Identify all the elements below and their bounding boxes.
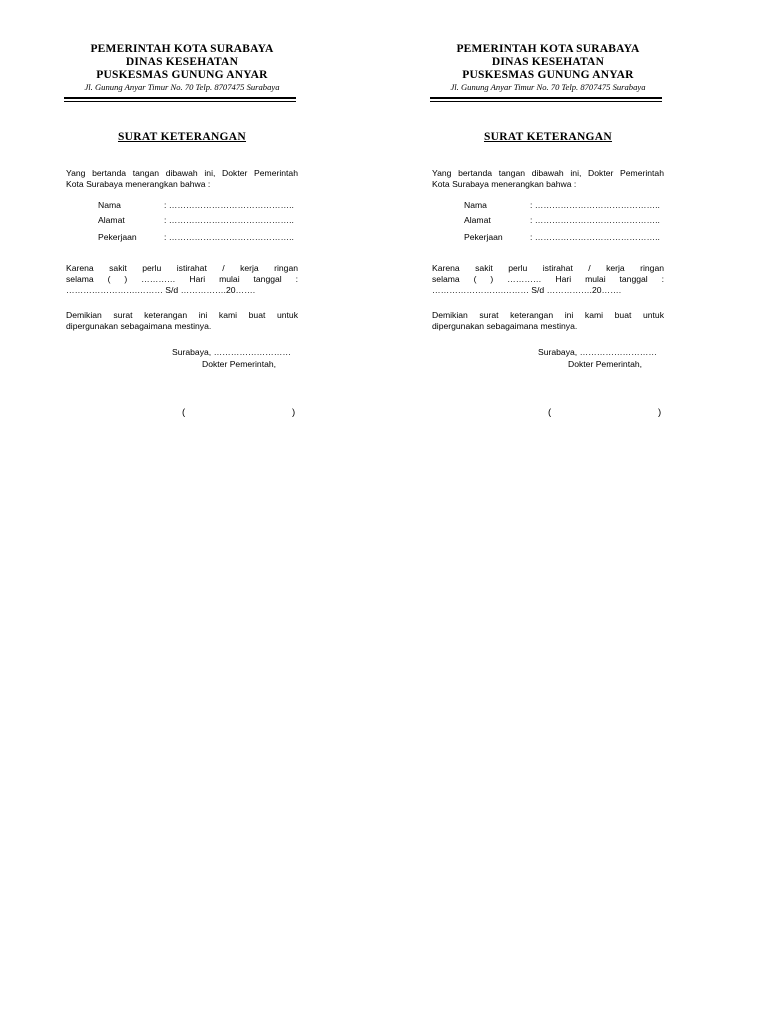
closing-line-1: Demikian surat keterangan ini kami buat untuk [66,310,298,320]
intro-paragraph [432,168,664,190]
signature-paren-open: ( [548,407,552,418]
field-value-blank: : …………………………………….. [164,200,294,210]
header-divider-thin [64,101,296,102]
letter-right [428,0,668,440]
sick-leave-paragraph [432,263,664,296]
field-label: Alamat [98,215,125,225]
field-nama [464,200,664,211]
field-label: Nama [464,200,487,210]
field-value-blank: : …………………………………….. [530,200,660,210]
field-label: Alamat [464,215,491,225]
sick-line-2: selama ( ) ………… Hari mulai tanggal : [66,274,298,284]
signature-paren-open: ( [182,407,186,418]
sick-line-1: Karena sakit perlu istirahat / kerja ringan [432,263,664,273]
field-alamat [464,215,664,226]
field-label: Pekerjaan [464,232,503,242]
field-value-blank: : …………………………………….. [164,232,294,242]
sick-line-3: …………………….……… S/d …………….20……. [432,285,622,295]
closing-paragraph [66,310,298,332]
field-value-blank: : …………………………………….. [164,215,294,225]
header-address: Jl. Gunung Anyar Timur No. 70 Telp. 8707475 Surabaya [450,82,646,92]
header-divider-thick [430,97,662,99]
document-title: SURAT KETERANGAN [483,131,613,143]
field-pekerjaan [464,232,664,243]
signature-role: Dokter Pemerintah, [202,359,277,369]
field-label: Nama [98,200,121,210]
field-value-blank: : …………………………………….. [530,232,660,242]
intro-line-1: Yang bertanda tangan dibawah ini, Dokter Pemerintah [66,168,298,178]
closing-line-2: dipergunakan sebagaimana mestinya. [66,321,212,331]
closing-paragraph [432,310,664,332]
header-government: PEMERINTAH KOTA SURABAYA [90,43,274,55]
document-title: SURAT KETERANGAN [117,131,247,143]
header-clinic: PUSKESMAS GUNUNG ANYAR [96,69,268,81]
field-nama [98,200,298,211]
intro-line-1: Yang bertanda tangan dibawah ini, Dokter Pemerintah [432,168,664,178]
sick-line-3: …………………….……… S/d …………….20……. [66,285,256,295]
header-clinic: PUSKESMAS GUNUNG ANYAR [462,69,634,81]
signature-paren-close: ) [658,407,662,418]
field-pekerjaan [98,232,298,243]
signature-place-date: Surabaya, ……………………… [172,347,291,357]
header-government: PEMERINTAH KOTA SURABAYA [456,43,640,55]
closing-line-2: dipergunakan sebagaimana mestinya. [432,321,578,331]
header-divider-thick [64,97,296,99]
sick-leave-paragraph [66,263,298,296]
field-value-blank: : …………………………………….. [530,215,660,225]
closing-line-1: Demikian surat keterangan ini kami buat untuk [432,310,664,320]
header-divider-thin [430,101,662,102]
signature-place-date: Surabaya, ……………………… [538,347,657,357]
header-department: DINAS KESEHATAN [491,56,605,68]
signature-paren-close: ) [292,407,296,418]
field-alamat [98,215,298,226]
header-department: DINAS KESEHATAN [125,56,239,68]
intro-paragraph [66,168,298,190]
sick-line-1: Karena sakit perlu istirahat / kerja ringan [66,263,298,273]
field-label: Pekerjaan [98,232,137,242]
header-address: Jl. Gunung Anyar Timur No. 70 Telp. 8707475 Surabaya [84,82,280,92]
intro-line-2: Kota Surabaya menerangkan bahwa : [66,179,211,189]
letter-left [62,0,302,440]
sick-line-2: selama ( ) ………… Hari mulai tanggal : [432,274,664,284]
signature-role: Dokter Pemerintah, [568,359,643,369]
intro-line-2: Kota Surabaya menerangkan bahwa : [432,179,577,189]
